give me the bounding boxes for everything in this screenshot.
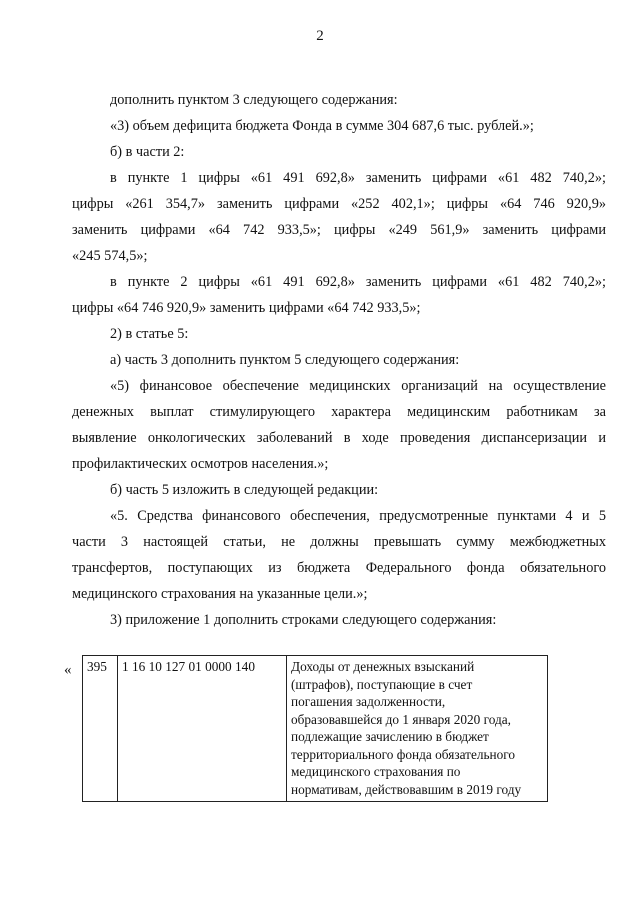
text-line: в пункте 1 цифры «61 491 692,8» заменить цифрами «61 482 740,2»; — [110, 170, 606, 186]
description-cell — [287, 656, 548, 802]
text-line: в пункте 2 цифры «61 491 692,8» заменить цифрами «61 482 740,2»; — [110, 274, 606, 290]
text-line: части 3 настоящей статьи, не должны превышать сумму межбюджетных — [72, 534, 606, 550]
text-line: цифры «261 354,7» заменить цифрами «252 402,1»; цифры «64 746 920,9» — [72, 196, 606, 212]
appendix-table — [82, 655, 548, 802]
kbk-cell: 1 16 10 127 01 0000 140 — [118, 656, 287, 802]
description-line: территориального фонда обязательного — [291, 746, 516, 762]
description-line: (штрафов), поступающие в счет — [291, 676, 473, 692]
page-number: 2 — [316, 28, 324, 44]
text-line: заменить цифрами «64 742 933,5»; цифры «249 561,9» заменить цифрами — [72, 222, 606, 238]
text-line: профилактических осмотров населения.»; — [72, 456, 329, 472]
table-open-quote: « — [64, 662, 72, 678]
admin-code-cell: 395 — [83, 656, 118, 802]
text-line: дополнить пунктом 3 следующего содержания: — [110, 92, 398, 108]
text-line: 3) приложение 1 дополнить строками следующего содержания: — [110, 612, 497, 628]
text-line: б) в части 2: — [110, 144, 185, 160]
table-row — [83, 656, 548, 802]
description-line: медицинского страхования по — [291, 764, 461, 779]
text-line: «5. Средства финансового обеспечения, предусмотренные пунктами 4 и 5 — [110, 508, 606, 524]
description-line: образовавшейся до 1 января 2020 года, — [291, 711, 512, 727]
text-line: б) часть 5 изложить в следующей редакции: — [110, 482, 379, 498]
description-line: подлежащие зачислению в бюджет — [291, 729, 489, 744]
text-line: «245 574,5»; — [72, 248, 148, 264]
text-line: денежных выплат стимулирующего характера медицинским работникам за — [72, 404, 606, 420]
text-line: медицинского страхования на указанные цели.»; — [72, 586, 368, 602]
text-line: 2) в статье 5: — [110, 326, 189, 342]
text-line: трансфертов, поступающих из бюджета Федерального фонда обязательного — [72, 560, 606, 576]
text-line: выявление онкологических заболеваний в ходе проведения диспансеризации и — [72, 430, 606, 446]
description-line: погашения задолженности, — [291, 694, 446, 709]
description-line: Доходы от денежных взысканий — [291, 659, 475, 674]
text-line: «3) объем дефицита бюджета Фонда в сумме 304 687,6 тыс. рублей.»; — [110, 118, 534, 134]
text-line: цифры «64 746 920,9» заменить цифрами «64 742 933,5»; — [72, 300, 421, 316]
text-line: «5) финансовое обеспечение медицинских организаций на осуществление — [110, 378, 606, 394]
text-line: а) часть 3 дополнить пунктом 5 следующего содержания: — [110, 352, 460, 368]
description-line: нормативам, действовавшим в 2019 году — [291, 781, 522, 797]
